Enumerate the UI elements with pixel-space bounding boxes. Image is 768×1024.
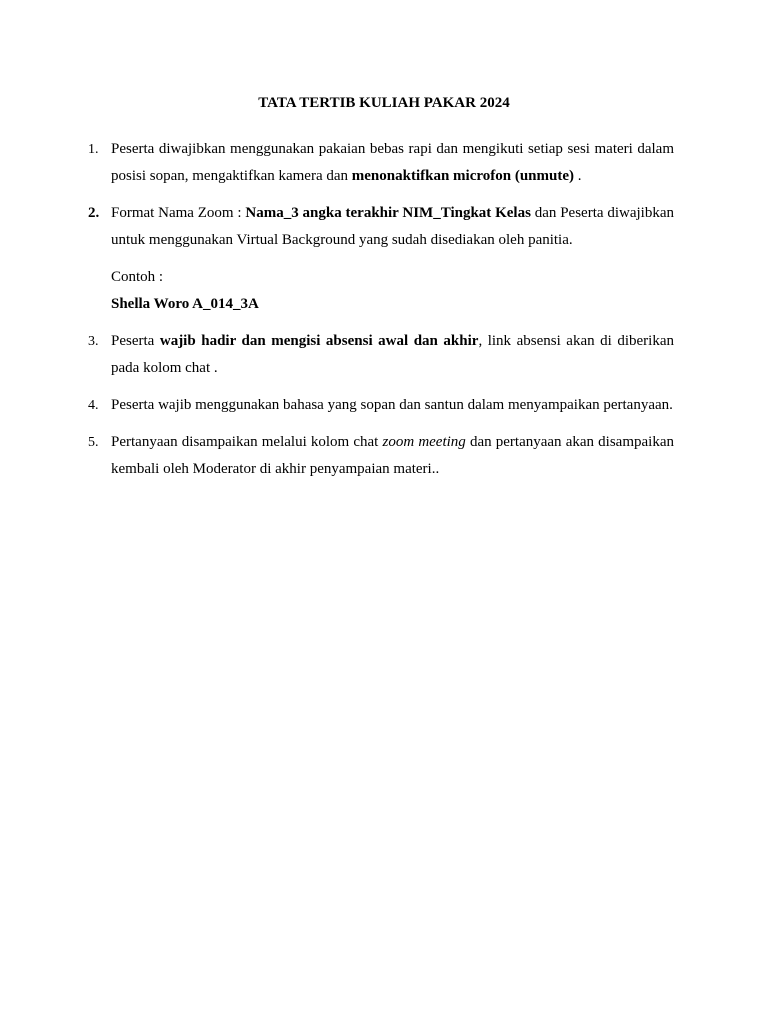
list-item: [88, 392, 674, 419]
list-number: 1.: [88, 142, 99, 157]
example-label: Contoh :: [111, 269, 164, 285]
list-item-text: Peserta diwajibkan menggunakan pakaian bebas rapi dan mengikuti setiap sesi materi dalam posisi sopan, mengaktifkan kamera dan menonaktifkan microfon (unmute) .: [111, 141, 674, 184]
list-number: 2.: [88, 205, 100, 221]
list-item-text: Peserta wajib hadir dan mengisi absensi awal dan akhir, link absensi akan di diberikan pada kolom chat .: [111, 333, 674, 376]
list-item: [88, 429, 674, 483]
list-item: [88, 136, 674, 190]
list-item-text: Pertanyaan disampaikan melalui kolom chat zoom meeting dan pertanyaan akan disampaikan kembali oleh Moderator di akhir penyampaian materi..: [111, 434, 674, 477]
list-item-text: Format Nama Zoom : Nama_3 angka terakhir NIM_Tingkat Kelas dan Peserta diwajibkan untuk menggunakan Virtual Background yang sudah disediakan oleh panitia.: [111, 205, 674, 248]
list-number: 4.: [88, 398, 99, 413]
list-number: 3.: [88, 334, 99, 349]
list-number: 5.: [88, 435, 99, 450]
document-title: TATA TERTIB KULIAH PAKAR 2024: [258, 95, 510, 111]
example-block: [111, 264, 674, 318]
list-item: [88, 328, 674, 382]
list-item-text: Peserta wajib menggunakan bahasa yang sopan dan santun dalam menyampaikan pertanyaan.: [111, 397, 673, 413]
example-name: Shella Woro A_014_3A: [111, 296, 259, 312]
list-item: [88, 200, 674, 254]
